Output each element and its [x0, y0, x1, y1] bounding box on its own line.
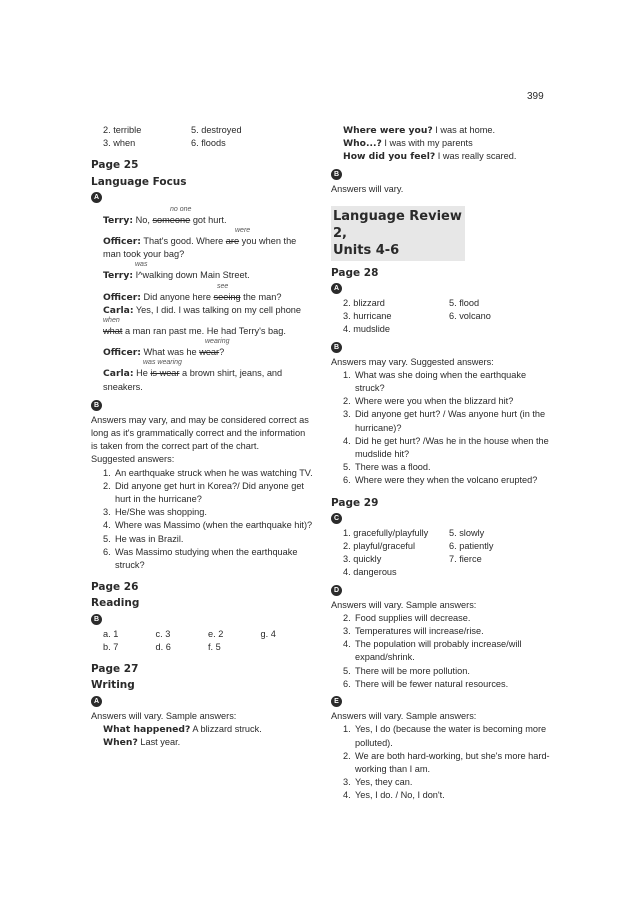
item-number: 5. [343, 462, 351, 473]
answer-text: I was really scared. [437, 151, 517, 162]
answer-cell [261, 641, 314, 654]
instruction-text: Answers may vary. Suggested answers: [331, 356, 494, 367]
list-item [343, 395, 553, 408]
qa-line [331, 137, 553, 150]
qa-line [331, 124, 553, 137]
item-number: 5. [103, 533, 111, 544]
dialog-text: Yes, I did. I was talking on my cell phone [135, 304, 302, 315]
list-item [343, 297, 553, 310]
answer-cell: 4. mudslide [343, 324, 390, 335]
item-text: We are both hard-working, but she's more hard-working than I am. [355, 750, 550, 774]
reading-row [91, 628, 313, 641]
item-number: 2. [343, 750, 351, 761]
correction-insert: was wearing [143, 359, 182, 367]
item-number: 2. [343, 612, 351, 623]
review-title-line: Language Review 2, [333, 208, 462, 241]
item-number: 1. [343, 724, 351, 735]
page-heading-25: Page 25 [91, 159, 139, 172]
answer-cell: 5. destroyed [191, 125, 242, 135]
answer-cell: e. 2 [208, 628, 224, 639]
correction-insert: wearing [205, 338, 230, 346]
struck-word: someone [152, 214, 191, 225]
correction-insert: when [103, 317, 120, 325]
list-item [343, 625, 553, 638]
exercise-badge-a: A [91, 192, 102, 203]
dialog-text: you when the man took your bag? [103, 236, 297, 260]
item-text: Temperatures will increase/rise. [355, 626, 484, 637]
speaker-name: Officer: [103, 347, 141, 359]
item-number: 3. [343, 626, 351, 637]
item-number: 5. [343, 665, 351, 676]
item-text: Did he get hurt? /Was he in the house when the mudslide hit? [355, 435, 549, 460]
struck-word: wear [199, 347, 220, 358]
item-text: There will be fewer natural resources. [355, 678, 509, 689]
dialog-line [103, 214, 313, 227]
answer-cell: g. 4 [260, 628, 276, 639]
list-item [343, 566, 553, 579]
dialog-line [103, 367, 313, 393]
instruction-text: Answers will vary. [331, 183, 404, 194]
list-item [343, 776, 553, 789]
item-number: 4. [343, 790, 351, 801]
dialog-text: I [135, 270, 139, 281]
dialog-line [103, 291, 313, 304]
dialog-text: No, [135, 214, 150, 225]
corrected-dialog [103, 206, 313, 394]
exercise-badge-b: B [91, 400, 102, 411]
exercise-badge-a: A [331, 283, 342, 294]
answer-cell: 5. flood [449, 298, 480, 309]
item-number: 3. [343, 409, 351, 420]
correction-insert: see [217, 282, 229, 290]
dialog-text: ? [219, 347, 225, 358]
dialog-text: What was he [143, 347, 197, 358]
answer-cell: a. 1 [103, 628, 119, 639]
item-number: 3. [103, 507, 111, 518]
section-heading-language-focus: Language Focus [91, 175, 187, 188]
item-text: There was a flood. [355, 462, 431, 473]
item-number: 4. [103, 520, 111, 531]
struck-word: is wear [150, 368, 180, 379]
list-item [343, 474, 553, 487]
dialog-text: the man? [243, 291, 282, 302]
list-item [103, 533, 313, 546]
question-text: What happened? [103, 723, 191, 735]
item-number: 6. [343, 475, 351, 486]
top-answer-list [91, 124, 313, 150]
answer-cell: 4. dangerous [343, 567, 397, 578]
dialog-text: Did anyone here [143, 291, 211, 302]
struck-word: seeing [213, 291, 241, 302]
answer-cell: 2. blizzard [343, 298, 385, 309]
page-heading-26: Page 26 [91, 581, 139, 594]
exercise-badge-b: B [331, 342, 342, 353]
answer-text: I was with my parents [384, 138, 473, 149]
dialog-text: a brown shirt, jeans, and sneakers. [103, 368, 283, 392]
dialog-text: walking down Main Street. [142, 270, 250, 281]
list-item [343, 678, 553, 691]
item-number: 6. [103, 546, 111, 557]
exercise-badge-a: A [91, 696, 102, 707]
exercise-badge-d: D [331, 585, 342, 596]
dialog-text: got hurt. [192, 214, 227, 225]
speaker-name: Terry: [103, 214, 134, 226]
dialog-line [103, 235, 313, 261]
speaker-name: Carla: [103, 304, 134, 316]
item-text: The population will probably increase/will expand/shrink. [355, 639, 522, 663]
page-heading-27: Page 27 [91, 663, 139, 676]
item-number: 2. [343, 396, 351, 407]
item-text: Did anyone get hurt? / Was anyone hurt (in the hurricane)? [355, 409, 546, 433]
instruction-text: Suggested answers: [91, 454, 175, 465]
exercise-badge-b: B [331, 169, 342, 180]
answer-grid [331, 297, 553, 337]
exercise-badge-c: C [331, 513, 342, 524]
list-item [343, 408, 553, 434]
speaker-name: Carla: [103, 368, 134, 380]
correction-insert: was [135, 261, 148, 269]
item-text: He/She was shopping. [115, 507, 207, 518]
review-title-line: Units 4-6 [333, 242, 400, 258]
item-number: 1. [103, 467, 111, 478]
question-text: When? [103, 736, 138, 748]
answer-cell: 5. slowly [449, 527, 485, 538]
answer-cell: 7. fierce [449, 554, 482, 565]
speaker-name: Terry: [103, 270, 134, 282]
speaker-name: Officer: [103, 236, 141, 248]
answer-list [331, 612, 553, 691]
dialog-line [103, 269, 313, 282]
answer-cell: 2. playful/graceful [343, 541, 416, 552]
insertion-caret: ^ [138, 270, 143, 281]
correction-insert: no one [170, 205, 192, 213]
left-column [91, 124, 313, 749]
answer-cell: 6. volcano [449, 311, 491, 322]
item-text: Food supplies will decrease. [355, 612, 471, 623]
list-item [103, 467, 313, 480]
question-text: Who...? [343, 138, 382, 150]
answer-cell: 3. hurricane [343, 311, 392, 322]
answer-cell: c. 3 [155, 628, 171, 639]
answer-cell: 1. gracefully/playfully [343, 527, 429, 538]
item-text: There will be more pollution. [355, 665, 470, 676]
list-item [343, 750, 553, 776]
page-heading-29: Page 29 [331, 496, 379, 509]
qa-line [91, 736, 313, 749]
list-item [343, 461, 553, 474]
item-text: Did anyone get hurt in Korea?/ Did anyone get hurt in the hurricane? [115, 480, 304, 505]
item-text: He was in Brazil. [115, 533, 184, 544]
struck-word: are [225, 236, 240, 247]
list-item [343, 369, 553, 395]
list-item [343, 789, 553, 802]
speaker-name: Officer: [103, 291, 141, 303]
answer-text: A blizzard struck. [192, 723, 262, 734]
dialog-text: He [136, 368, 148, 379]
item-text: An earthquake struck when he was watching TV. [115, 467, 313, 478]
instruction-text: Answers will vary. Sample answers: [91, 710, 237, 721]
exercise-badge-b: B [91, 614, 102, 625]
item-text: Yes, they can. [355, 777, 413, 788]
reading-row [91, 641, 313, 654]
list-item [343, 665, 553, 678]
exercise-badge-e: E [331, 696, 342, 707]
list-item [103, 546, 313, 572]
right-column [331, 124, 553, 803]
list-item [103, 519, 313, 532]
answer-cell: 3. quickly [343, 554, 382, 565]
answer-cell: 3. when [103, 138, 136, 149]
answer-cell: 2. terrible [103, 125, 142, 135]
list-item [343, 310, 553, 323]
list-item [103, 480, 313, 506]
item-text: Yes, I do (because the water is becoming more polluted). [355, 724, 547, 748]
section-heading-writing: Writing [91, 679, 135, 692]
dialog-text: a man ran past me. He had Terry's bag. [124, 326, 286, 337]
instruction-text: Answers will vary. Sample answers: [331, 711, 477, 722]
item-number: 2. [103, 480, 111, 491]
item-text: Where was Massimo (when the earthquake hit)? [115, 520, 313, 531]
dialog-line [103, 304, 313, 317]
section-heading-reading: Reading [91, 597, 140, 610]
answer-cell: d. 6 [155, 641, 171, 652]
list-item [103, 124, 313, 137]
answer-text: I was at home. [435, 125, 496, 135]
struck-word: what [103, 326, 123, 337]
list-item [343, 540, 553, 553]
item-text: Where were they when the volcano erupted? [355, 475, 538, 486]
list-item [343, 553, 553, 566]
list-item [103, 506, 313, 519]
instruction-text: Answers will vary. Sample answers: [331, 599, 477, 610]
qa-line [91, 723, 313, 736]
list-item [343, 638, 553, 664]
answer-cell: 6. patiently [449, 541, 494, 552]
answer-text: Last year. [140, 736, 181, 747]
item-text: Yes, I do. / No, I don't. [355, 790, 445, 801]
item-number: 4. [343, 639, 351, 650]
list-item [343, 435, 553, 461]
correction-insert: were [235, 227, 251, 235]
item-text: Was Massimo studying when the earthquake struck? [115, 546, 298, 571]
dialog-line [103, 325, 313, 338]
item-text: Where were you when the blizzard hit? [355, 396, 514, 407]
list-item [343, 612, 553, 625]
dialog-line [103, 346, 313, 359]
question-text: Where were you? [343, 125, 433, 136]
answer-cell: b. 7 [103, 641, 119, 652]
list-item [103, 137, 313, 150]
question-text: How did you feel? [343, 151, 436, 163]
qa-line [331, 150, 553, 163]
instruction-text: Answers may vary, and may be considered correct as long as it's grammatically correct and the information is taken from the correct part of the chart. [91, 414, 309, 452]
item-number: 6. [343, 678, 351, 689]
answer-list [331, 723, 553, 802]
answer-cell: 6. floods [191, 138, 226, 149]
item-text: What was she doing when the earthquake struck? [355, 369, 527, 394]
item-number: 1. [343, 369, 351, 380]
answer-grid [331, 527, 553, 580]
answer-list [331, 369, 553, 488]
page-heading-28: Page 28 [331, 266, 379, 279]
answer-list [91, 467, 313, 573]
review-heading [331, 206, 465, 261]
dialog-text: That's good. Where [143, 236, 224, 247]
list-item [343, 323, 553, 336]
item-number: 3. [343, 777, 351, 788]
answer-cell: f. 5 [208, 641, 221, 652]
list-item [343, 723, 553, 749]
page-number: 399 [527, 91, 544, 102]
item-number: 4. [343, 435, 351, 446]
list-item [343, 527, 553, 540]
